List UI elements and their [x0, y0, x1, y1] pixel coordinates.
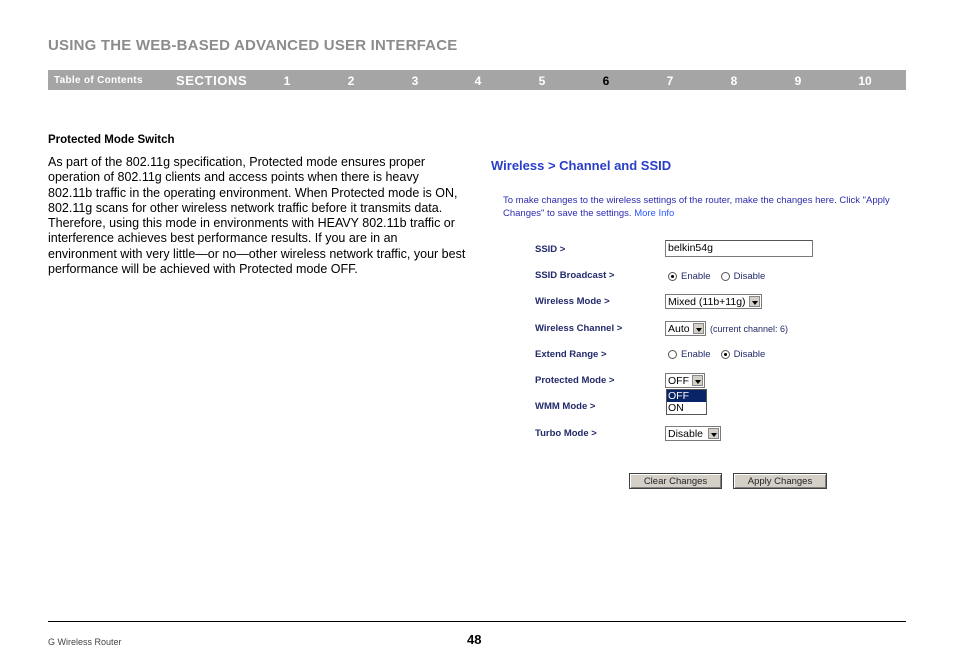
- ssid-input[interactable]: belkin54g: [665, 240, 813, 257]
- section-link-2[interactable]: 2: [347, 74, 355, 88]
- turbo-mode-value: Disable: [668, 428, 704, 440]
- content-heading: Protected Mode Switch: [48, 134, 175, 146]
- ssid-broadcast-radio-group: [668, 271, 775, 282]
- section-link-10[interactable]: 10: [858, 74, 872, 88]
- extend-range-radio-group: [668, 349, 775, 360]
- ssid-broadcast-enable-label: Enable: [681, 271, 711, 282]
- protected-mode-dropdown-list: [666, 389, 707, 415]
- extend-range-enable-label: Enable: [681, 349, 711, 360]
- chevron-down-icon[interactable]: [749, 296, 760, 307]
- table-of-contents-link[interactable]: Table of Contents: [54, 75, 143, 86]
- protected-mode-label: Protected Mode >: [535, 375, 615, 386]
- content-paragraph: As part of the 802.11g specification, Protected mode ensures proper operation of 802.11g clients and access points when there is heavy 802.11b traffic in the operating environment. When Protected mode is ON, 802.11g scans for other wireless network traffic before it transmits data. Therefore, using this mode in environments with HEAVY 802.11b traffic or interference achieves best performance results. If you are in an environment with very little—or no—other wireless network traffic, your best performance will be achieved with Protected mode OFF.: [48, 155, 466, 277]
- wireless-channel-select[interactable]: [665, 321, 706, 336]
- protected-mode-option-off[interactable]: OFF: [667, 390, 706, 402]
- section-link-1[interactable]: 1: [283, 74, 291, 88]
- extend-range-disable-label: Disable: [733, 349, 766, 360]
- protected-mode-value: OFF: [668, 375, 689, 387]
- footer-divider: [48, 621, 906, 622]
- wireless-channel-value: Auto: [668, 323, 690, 335]
- intro-text: To make changes to the wireless settings of the router, make the changes here. Click "Apply Changes" to save the settings.: [503, 195, 890, 219]
- section-link-7[interactable]: 7: [666, 74, 674, 88]
- current-channel-note: (current channel: 6): [710, 324, 789, 334]
- page-number: 48: [467, 632, 482, 647]
- section-link-3[interactable]: 3: [411, 74, 419, 88]
- chevron-down-icon[interactable]: [692, 375, 703, 386]
- wireless-channel-label: Wireless Channel >: [535, 323, 623, 334]
- ssid-broadcast-label: SSID Broadcast >: [535, 270, 615, 281]
- section-link-9[interactable]: 9: [794, 74, 802, 88]
- ssid-broadcast-enable-radio[interactable]: [668, 272, 677, 281]
- section-link-6-active[interactable]: 6: [602, 74, 610, 88]
- turbo-mode-select[interactable]: [665, 426, 721, 441]
- router-intro-text: [503, 195, 903, 220]
- chevron-down-icon[interactable]: [708, 428, 719, 439]
- extend-range-label: Extend Range >: [535, 349, 607, 360]
- wireless-mode-value: Mixed (11b+11g): [668, 296, 746, 308]
- wireless-mode-label: Wireless Mode >: [535, 296, 610, 307]
- clear-changes-button[interactable]: Clear Changes: [629, 473, 722, 489]
- document-section-title: USING THE WEB-BASED ADVANCED USER INTERFACE: [48, 37, 458, 54]
- ssid-broadcast-disable-radio[interactable]: [721, 272, 730, 281]
- ssid-label: SSID >: [535, 244, 566, 255]
- wmm-mode-label: WMM Mode >: [535, 401, 596, 412]
- more-info-link[interactable]: More Info: [634, 207, 675, 219]
- wireless-mode-select[interactable]: [665, 294, 762, 309]
- router-page-title: Wireless > Channel and SSID: [491, 158, 672, 173]
- extend-range-disable-radio[interactable]: [721, 350, 730, 359]
- chevron-down-icon[interactable]: [693, 323, 704, 334]
- section-link-8[interactable]: 8: [730, 74, 738, 88]
- section-link-5[interactable]: 5: [538, 74, 546, 88]
- sections-label: SECTIONS: [176, 73, 248, 88]
- protected-mode-select[interactable]: [665, 373, 705, 388]
- section-navigation-bar: [48, 70, 906, 90]
- section-link-4[interactable]: 4: [474, 74, 482, 88]
- apply-changes-button[interactable]: Apply Changes: [733, 473, 827, 489]
- ssid-broadcast-disable-label: Disable: [733, 271, 766, 282]
- footer-product-name: G Wireless Router: [48, 637, 122, 647]
- extend-range-enable-radio[interactable]: [668, 350, 677, 359]
- turbo-mode-label: Turbo Mode >: [535, 428, 597, 439]
- router-settings-screenshot: [490, 150, 910, 510]
- protected-mode-option-on[interactable]: ON: [668, 402, 684, 414]
